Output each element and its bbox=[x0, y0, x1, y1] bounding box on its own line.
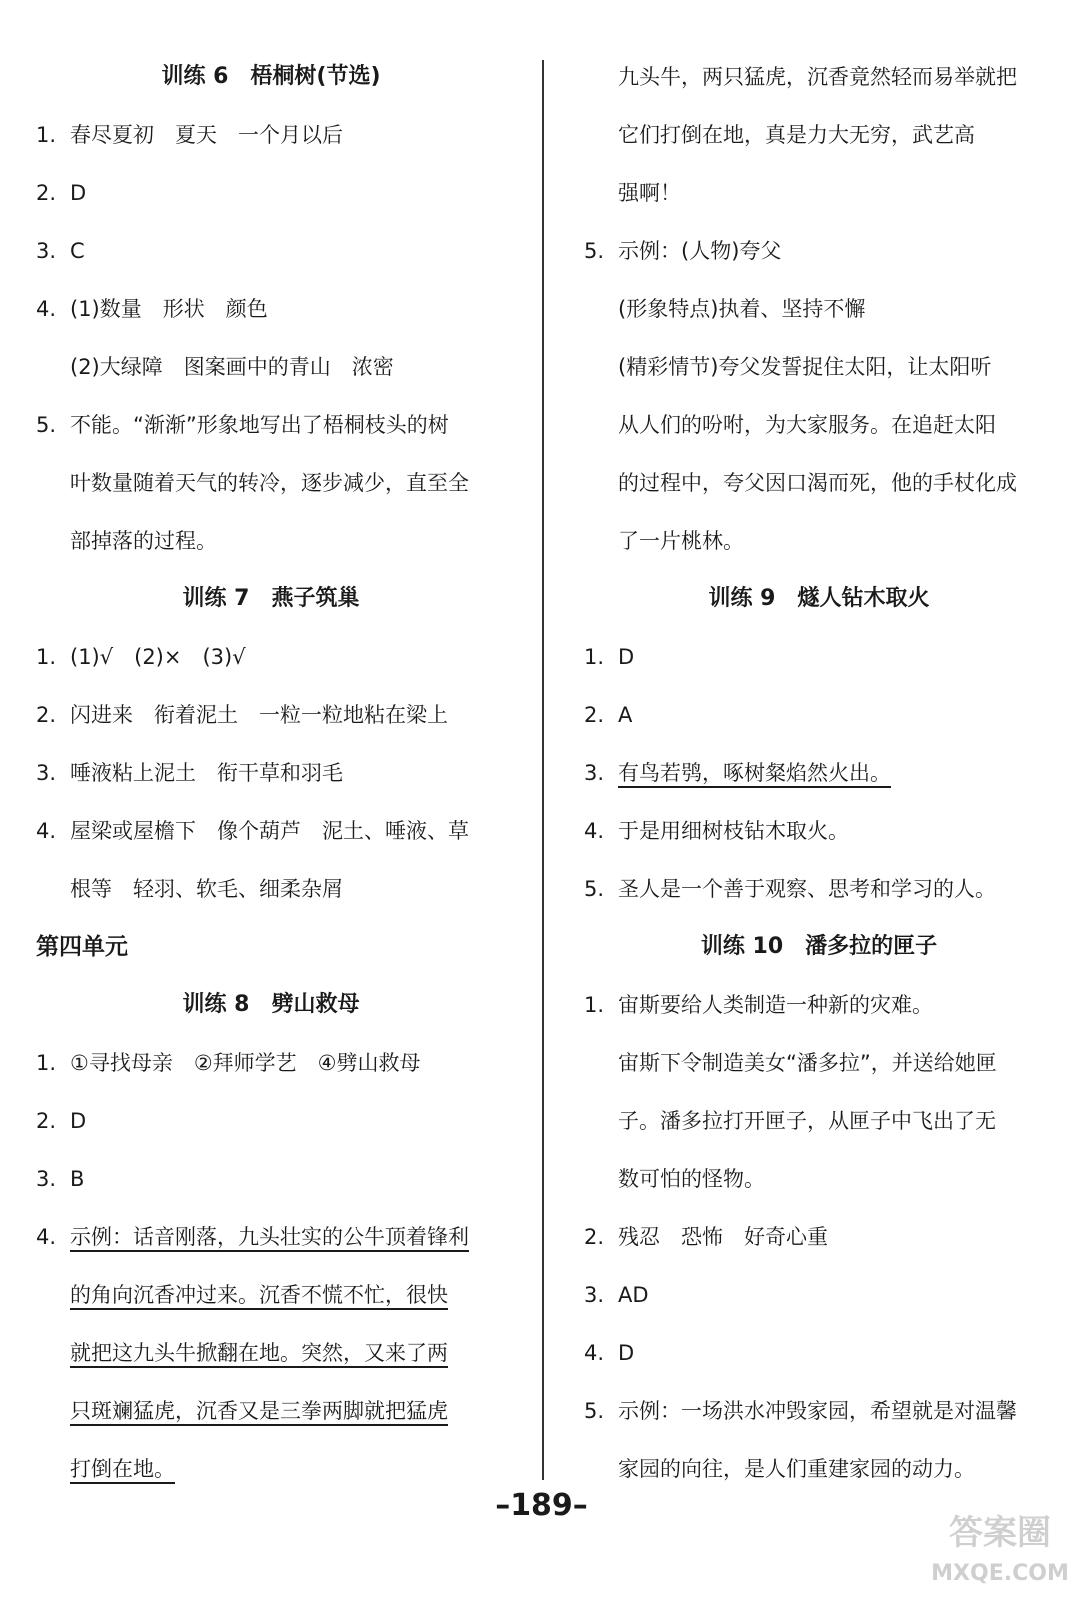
answer-line: 家园的向往，是人们重建家园的动力。 bbox=[618, 1457, 975, 1481]
answer-line: 2. D bbox=[36, 181, 87, 205]
answer-line: 它们打倒在地，真是力大无穷，武艺高 bbox=[618, 123, 975, 147]
answer-line: 九头牛，两只猛虎，沉香竟然轻而易举就把 bbox=[618, 65, 1017, 89]
unit-title: 第四单元 bbox=[36, 934, 128, 960]
answer-line-underlined: 打倒在地。 bbox=[70, 1457, 175, 1481]
answer-line: 5. 圣人是一个善于观察、思考和学习的人。 bbox=[584, 877, 996, 901]
answer-line: 3. AD bbox=[584, 1283, 649, 1307]
answer-line: 2. D bbox=[36, 1109, 87, 1133]
section-heading-t9: 训练 9 燧人钻木取火 bbox=[708, 586, 930, 611]
answer-line: 2. 闪进来 衔着泥土 一粒一粒地粘在梁上 bbox=[36, 703, 448, 727]
answer-line: 5. 示例：一场洪水冲毁家园，希望就是对温馨 bbox=[584, 1399, 1017, 1423]
section-heading-t10: 训练 10 潘多拉的匣子 bbox=[700, 934, 938, 959]
answer-line: 5. 不能。“渐渐”形象地写出了梧桐枝头的树 bbox=[36, 413, 449, 437]
answer-line: 部掉落的过程。 bbox=[70, 529, 217, 553]
watermark-url: MXQE.COM bbox=[931, 1561, 1069, 1586]
answer-line: 根等 轻羽、软毛、细柔杂屑 bbox=[70, 877, 343, 901]
section-heading-t8: 训练 8 劈山救母 bbox=[182, 992, 360, 1017]
watermark-title: 答案圈 bbox=[949, 1513, 1051, 1553]
answer-line: 数可怕的怪物。 bbox=[618, 1167, 765, 1191]
answer-line: 宙斯下令制造美女“潘多拉”，并送给她匣 bbox=[618, 1051, 997, 1075]
answer-line: 3. 唾液粘上泥土 衔干草和羽毛 bbox=[36, 761, 343, 785]
answer-line: 2. A bbox=[584, 703, 633, 727]
left-column bbox=[36, 48, 506, 1498]
answer-line: (2)大绿障 图案画中的青山 浓密 bbox=[70, 355, 394, 379]
answer-line: 4. (1)数量 形状 颜色 bbox=[36, 297, 268, 321]
answer-line: 1. 宙斯要给人类制造一种新的灾难。 bbox=[584, 993, 933, 1017]
answer-line: (精彩情节)夸父发誓捉住太阳，让太阳听 bbox=[618, 355, 992, 379]
answer-line: 3. B bbox=[36, 1167, 85, 1191]
column-divider bbox=[542, 60, 544, 1480]
answer-line: 的过程中，夸父因口渴而死，他的手杖化成 bbox=[618, 471, 1017, 495]
answer-line: 叶数量随着天气的转冷，逐步减少，直至全 bbox=[70, 471, 469, 495]
section-heading-t7: 训练 7 燕子筑巢 bbox=[182, 586, 360, 611]
answer-line: 从人们的吩咐，为大家服务。在追赶太阳 bbox=[618, 413, 996, 437]
section-heading-t6: 训练 6 梧桐树(节选) bbox=[161, 64, 381, 89]
answer-line: 1. (1)√ (2)× (3)√ bbox=[36, 645, 246, 669]
answer-line: 5. 示例：(人物)夸父 bbox=[584, 239, 782, 263]
answer-line: 3. C bbox=[36, 239, 85, 263]
watermark-logo bbox=[925, 1502, 1075, 1592]
answer-line-underlined: 就把这九头牛掀翻在地。突然，又来了两 bbox=[70, 1341, 448, 1365]
answer-line-underlined: 的角向沉香冲过来。沉香不慌不忙，很快 bbox=[70, 1283, 448, 1307]
answer-line-underlined: 只斑斓猛虎，沉香又是三拳两脚就把猛虎 bbox=[70, 1399, 448, 1423]
answer-line-underlined: 4. 示例：话音刚落，九头壮实的公牛顶着锋利 bbox=[36, 1225, 469, 1249]
answer-line: 1. D bbox=[584, 645, 635, 669]
answer-line: 4. 屋梁或屋檐下 像个葫芦 泥土、唾液、草 bbox=[36, 819, 469, 843]
answer-line-underlined: 3. 有鸟若鸮，啄树粲焰然火出。 bbox=[584, 761, 891, 785]
answer-line: (形象特点)执着、坚持不懈 bbox=[618, 297, 866, 321]
answer-line: 2. 残忍 恐怖 好奇心重 bbox=[584, 1225, 828, 1249]
answer-line: 4. D bbox=[584, 1341, 635, 1365]
answer-line: 了一片桃林。 bbox=[618, 529, 744, 553]
answer-line: 1. 春尽夏初 夏天 一个月以后 bbox=[36, 123, 343, 147]
answer-line: 强啊！ bbox=[618, 181, 681, 205]
page-number: –189– bbox=[495, 1488, 588, 1523]
answer-line: 4. 于是用细树枝钻木取火。 bbox=[584, 819, 849, 843]
answer-line: 子。潘多拉打开匣子，从匣子中飞出了无 bbox=[618, 1109, 996, 1133]
answer-line: 1. ①寻找母亲 ②拜师学艺 ④劈山救母 bbox=[36, 1051, 421, 1075]
right-column bbox=[584, 48, 1054, 1498]
